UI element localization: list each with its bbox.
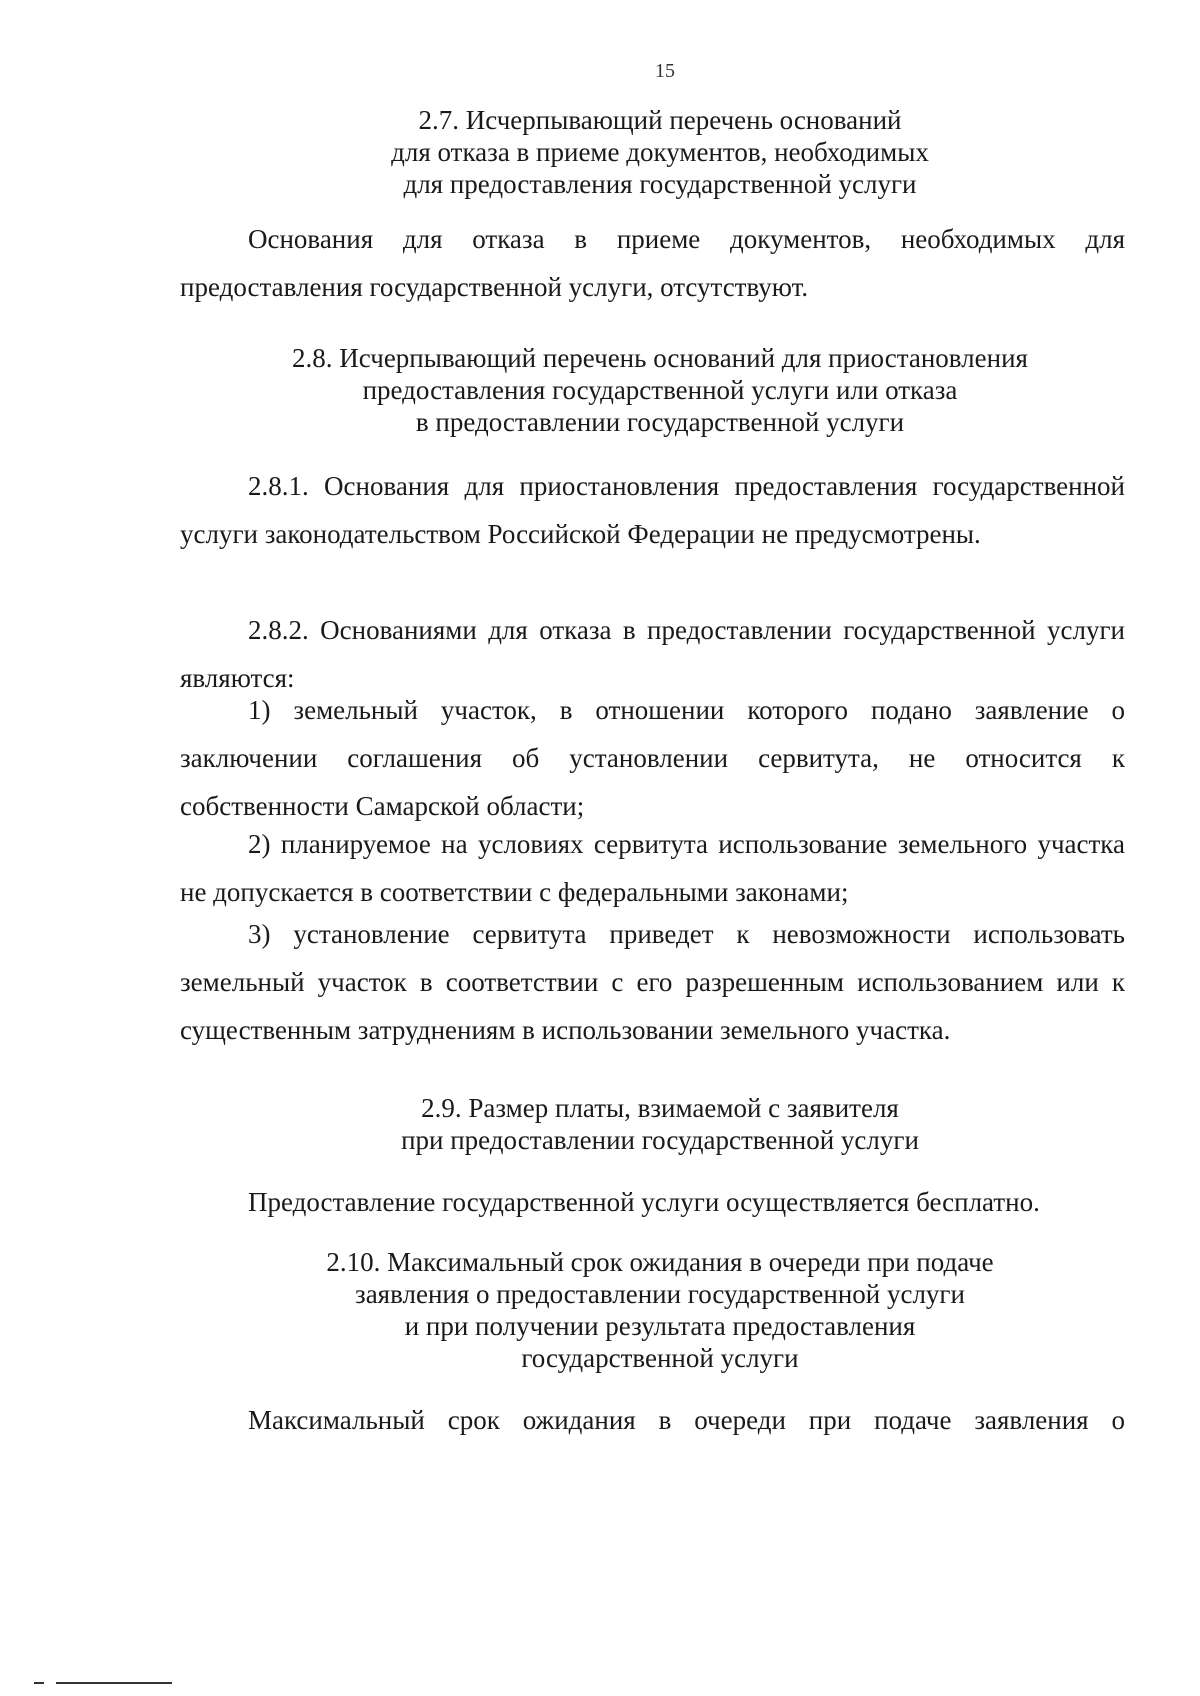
heading-line: для отказа в приеме документов, необходимых — [391, 137, 929, 167]
section-2-10-heading — [180, 1246, 1140, 1374]
paragraph-2-8-2: 2.8.2. Основаниями для отказа в предоставлении государственной услуги являются: — [180, 615, 1125, 693]
heading-line: и при получении результата предоставления — [404, 1311, 916, 1341]
footer-rule — [22, 1682, 172, 1684]
heading-line: при предоставлении государственной услуги — [401, 1125, 919, 1155]
heading-line: 2.7. Исчерпывающий перечень оснований — [418, 105, 902, 135]
heading-line: 2.9. Размер платы, взимаемой с заявителя — [421, 1093, 899, 1123]
section-2-9-heading — [180, 1092, 1140, 1156]
heading-line: заявления о предоставлении государственной услуги — [355, 1279, 965, 1309]
section-2-8-heading — [180, 342, 1140, 438]
heading-line: 2.10. Максимальный срок ожидания в очереди при подаче — [326, 1247, 994, 1277]
page-number: 15 — [655, 60, 675, 82]
heading-line: государственной услуги — [521, 1343, 799, 1373]
section-2-7-paragraph: Основания для отказа в приеме документов, необходимых для предоставления государственной услуги, отсутствуют. — [180, 224, 1125, 302]
heading-line: 2.8. Исчерпывающий перечень оснований для приостановления — [292, 343, 1028, 373]
heading-line: для предоставления государственной услуги — [403, 169, 917, 199]
heading-line: в предоставлении государственной услуги — [415, 407, 905, 437]
list-item-1: 1) земельный участок, в отношении которого подано заявление о заключении соглашения об установлении сервитута, не относится к собственности Самарской области; — [180, 695, 1125, 821]
list-item-2: 2) планируемое на условиях сервитута использование земельного участка не допускается в соответствии с федеральными законами; — [180, 829, 1125, 907]
section-2-7-heading — [180, 104, 1140, 200]
paragraph-2-8-1: 2.8.1. Основания для приостановления предоставления государственной услуги законодательством Российской Федерации не предусмотрены. — [180, 471, 1125, 549]
list-item-3: 3) установление сервитута приведет к невозможности использовать земельный участок в соответствии с его разрешенным использованием или к существенным затруднениям в использовании земельного участка. — [180, 919, 1125, 1045]
heading-line: предоставления государственной услуги или отказа — [362, 375, 958, 405]
section-2-10-paragraph-start: Максимальный срок ожидания в очереди при подаче заявления о — [248, 1405, 1125, 1435]
section-2-9-paragraph: Предоставление государственной услуги осуществляется бесплатно. — [248, 1187, 1040, 1217]
